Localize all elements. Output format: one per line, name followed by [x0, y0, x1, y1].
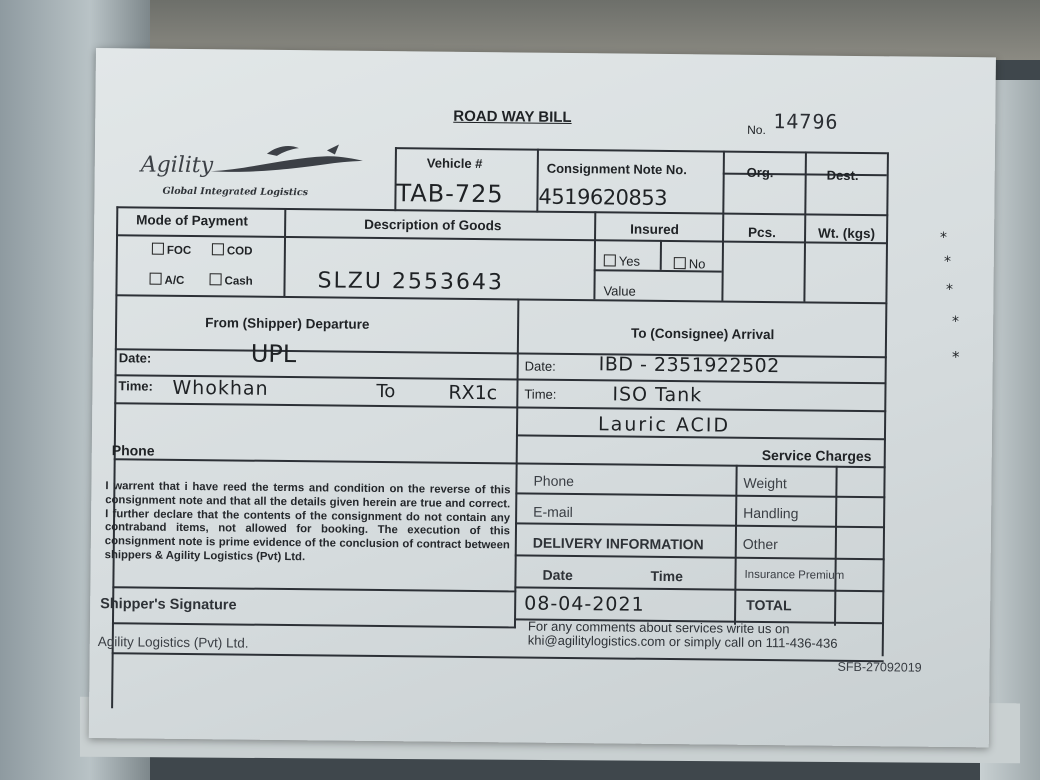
- payment-cash[interactable]: [210, 273, 253, 287]
- delivery-date-label: Date: [542, 566, 573, 584]
- waybill-sheet: [89, 48, 996, 747]
- to-date-label: Date:: [524, 358, 556, 374]
- col-mode-of-payment: Mode of Payment: [136, 212, 249, 229]
- checkbox-ac[interactable]: [150, 273, 162, 285]
- handwritten-time-from: Whokhan: [172, 376, 269, 400]
- col-consignment-note: Consignment Note No.: [546, 160, 687, 178]
- bill-no-value: 14796: [773, 109, 839, 134]
- warranty-text: I warrent that i have reed the terms and condition on the reverse of this consignment note and that all the details given herein are true and correct. I further declare that the contents of the consignment do not contain any contraband items, not allowed for booking. The execution of this consignment note is prime evidence of the conclusion of contract between shippers & Agility Logistics (Pvt) Ltd.: [104, 480, 511, 564]
- comments-line2: khi@agilitylogistics.com or simply call on 111-436-436: [527, 632, 838, 651]
- charge-insurance: Insurance Premium: [744, 568, 845, 582]
- handwritten-goods: SLZU 2553643: [317, 268, 505, 296]
- handwritten-time-to: ISO Tank: [612, 383, 703, 407]
- margin-mark-3: *: [946, 282, 953, 298]
- payment-foc[interactable]: [152, 243, 191, 257]
- checkbox-insured-yes[interactable]: [604, 254, 616, 266]
- insured-yes-label: Yes: [618, 253, 641, 269]
- waybill-form: [89, 48, 996, 747]
- insured-no-label: No: [688, 256, 706, 272]
- logo-brand: Agility: [140, 152, 214, 179]
- comments-line1: For any comments about services write us on: [527, 618, 790, 637]
- margin-mark-5: *: [952, 348, 960, 366]
- col-org: Org.: [746, 164, 774, 181]
- to-time-label: Time:: [524, 386, 557, 402]
- handwritten-vehicle: TAB-725: [396, 179, 504, 209]
- col-vehicle: Vehicle #: [426, 155, 483, 172]
- logo-bird-icon: [207, 139, 365, 181]
- handwritten-cargo: Lauric ACID: [597, 413, 731, 437]
- checkbox-cod[interactable]: [212, 243, 224, 255]
- handwritten-date-from: UPL: [250, 339, 297, 369]
- col-description: Description of Goods: [364, 216, 502, 234]
- payment-cod[interactable]: [212, 243, 253, 257]
- checkbox-foc[interactable]: [152, 243, 164, 255]
- shipper-signature-label: Shipper's Signature: [100, 596, 237, 614]
- consignee-email-label: E-mail: [533, 503, 573, 521]
- section-to: To (Consignee) Arrival: [630, 325, 775, 343]
- service-charges-label: Service Charges: [761, 446, 872, 465]
- margin-mark-1: *: [940, 230, 947, 246]
- col-insured: Insured: [630, 221, 679, 238]
- margin-mark-2: *: [944, 254, 951, 270]
- page-title: ROAD WAY BILL: [453, 107, 572, 126]
- phone-label: Phone: [111, 442, 155, 459]
- checkbox-cash[interactable]: [210, 273, 222, 285]
- col-pcs: Pcs.: [748, 224, 776, 241]
- charge-weight: Weight: [743, 474, 787, 492]
- charge-other: Other: [742, 535, 778, 553]
- company-name: Agility Logistics (Pvt) Ltd.: [97, 634, 249, 651]
- payment-cod-label: COD: [226, 245, 253, 258]
- margin-mark-4: *: [952, 314, 959, 330]
- handwritten-date-to: IBD - 2351922502: [598, 353, 780, 378]
- from-date-label: Date:: [118, 350, 152, 366]
- logo-tagline: Global Integrated Logistics: [162, 185, 309, 199]
- col-wt: Wt. (kgs): [818, 225, 876, 242]
- insured-no[interactable]: [674, 256, 706, 271]
- charge-handling: Handling: [743, 504, 799, 522]
- payment-cash-label: Cash: [224, 275, 253, 288]
- handwritten-to: To: [376, 380, 396, 403]
- insured-value: Value: [603, 283, 636, 299]
- bill-no-label: No.: [747, 122, 766, 138]
- delivery-time-label: Time: [650, 567, 684, 585]
- col-dest: Dest.: [826, 167, 859, 183]
- handwritten-delivery-date: 08-04-2021: [524, 592, 645, 616]
- payment-ac-label: A/C: [164, 274, 185, 287]
- form-code: SFB-27092019: [837, 659, 922, 675]
- section-from: From (Shipper) Departure: [205, 315, 370, 332]
- consignee-phone-label: Phone: [533, 472, 575, 490]
- from-time-label: Time:: [118, 378, 153, 394]
- charge-total: TOTAL: [746, 596, 792, 614]
- payment-ac[interactable]: [150, 273, 185, 287]
- delivery-info-label: DELIVERY INFORMATION: [532, 534, 704, 553]
- checkbox-insured-no[interactable]: [674, 257, 686, 269]
- insured-yes[interactable]: [604, 253, 640, 268]
- payment-foc-label: FOC: [166, 244, 192, 258]
- handwritten-rx: RX1c: [448, 381, 498, 405]
- handwritten-consignment: 4519620853: [538, 184, 668, 210]
